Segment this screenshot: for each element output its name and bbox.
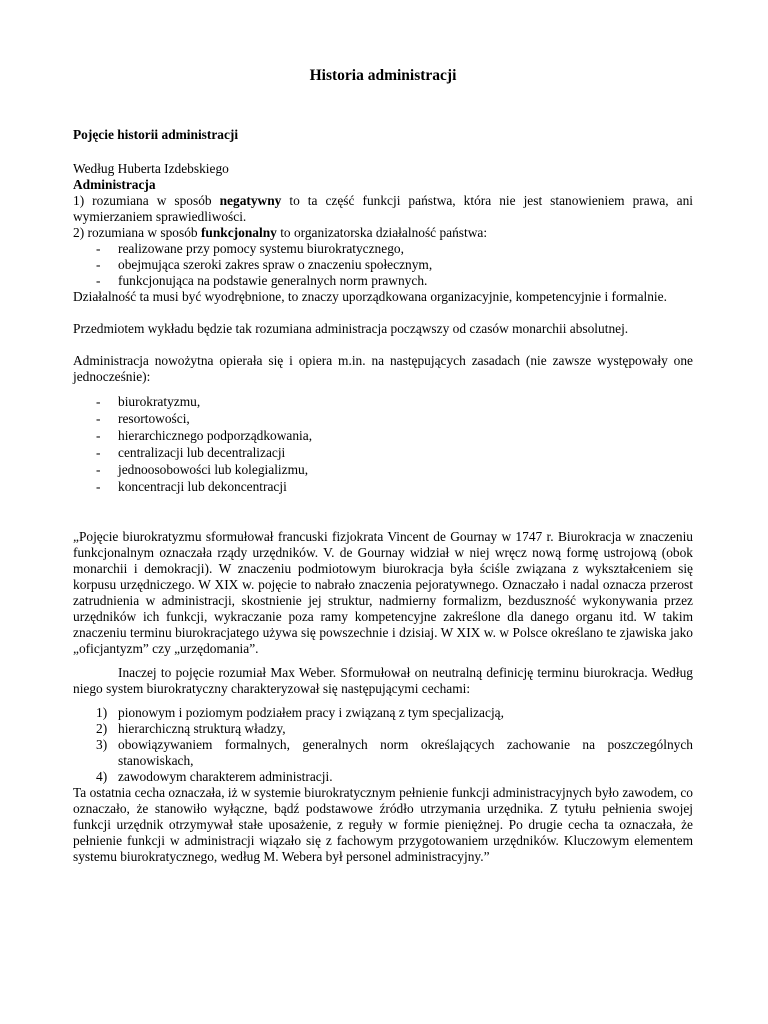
quote-paragraph: „Pojęcie biurokratyzmu sformułował francuski fizjokrata Vincent de Gournay w 1747 r. Biurokracja w znaczeniu funkcjonalnym oznaczała rządy urzędników. V. de Gournay widział w niej wręcz nową formę ustrojową (obok monarchii i demokracji). W znaczeniu podmiotowym biurokracja była ściśle związana z wykształceniem się korpusu urzędniczego. W XIX w. pojęcie to nabrało znaczenia pejoratywnego. Oznaczało i nadal oznacza przerost zatrudnienia w administracji, skostnienie jej struktur, nadmierny formalizm, bezduszność wykonywania przez urzędników ich funkcji, wykraczanie poza ramy kompetencyjne zakreślone dla danego organu itd. W takim znaczeniu terminu biurokracjatego używa się powszechnie i dzisiaj. W XIX w. w Polsce określano te zjawiska jako „oficjantyzm” czy „urzędomania”.: [73, 529, 693, 656]
paragraph-zasady: Administracja nowożytna opierała się i opiera m.in. na następujących zasadach (nie zawsze występowały one jednocześnie):: [73, 353, 693, 384]
paragraph-przedmiot: Przedmiotem wykładu będzie tak rozumiana administracja począwszy od czasów monarchii absolutnej.: [73, 321, 629, 336]
list-item: 3) obowiązywaniem formalnych, generalnych norm określających zachowanie na poszczególnych stanowiskach,: [96, 737, 693, 768]
list-item: - centralizacji lub decentralizacji: [96, 445, 286, 460]
def2-post: to organizatorska działalność państwa:: [276, 225, 488, 240]
definition-negative: [73, 193, 693, 225]
principles-list: [73, 393, 693, 495]
list-item: 2) hierarchiczną strukturą władzy,: [96, 721, 286, 736]
paragraph-dzialalnosc: Działalność ta musi być wyodrębnione, to znaczy uporządkowana organizacyjnie, kompetencyjnie i formalnie.: [73, 289, 667, 304]
def1-post: to ta część funkcji państwa, która nie jest stanowieniem prawa, ani wymierzaniem sprawiedliwości.: [73, 193, 693, 224]
list-item: - resortowości,: [96, 411, 190, 426]
list-item: - realizowane przy pomocy systemu biurokratycznego,: [96, 241, 404, 256]
list-item: - koncentracji lub dekoncentracji: [96, 479, 287, 494]
functional-list: [73, 241, 693, 289]
list-item: 1) pionowym i poziomym podziałem pracy i związaną z tym specjalizacją,: [96, 705, 504, 720]
list-item: - obejmująca szeroki zakres spraw o znaczeniu społecznym,: [96, 257, 433, 272]
list-item: - biurokratyzmu,: [96, 394, 201, 409]
weber-features-list: [73, 705, 693, 785]
author-line: Według Huberta Izdebskiego: [73, 161, 229, 176]
def2-bold: funkcjonalny: [200, 225, 277, 240]
section-heading: Pojęcie historii administracji: [73, 127, 239, 142]
list-item: - funkcjonująca na podstawie generalnych norm prawnych.: [96, 273, 428, 288]
definition-functional: [73, 225, 693, 241]
def1-bold: negatywny: [219, 193, 282, 208]
def2-pre: 2) rozumiana w sposób: [73, 225, 201, 240]
weber-paragraph: Inaczej to pojęcie rozumiał Max Weber. Sformułował on neutralną definicję terminu biurokracja. Według niego system biurokratyczny charakteryzował się następującymi cechami:: [73, 665, 693, 696]
list-item: 4) zawodowym charakterem administracji.: [96, 769, 333, 784]
final-paragraph: Ta ostatnia cecha oznaczała, iż w systemie biurokratycznym pełnienie funkcji administracyjnych było zawodem, co oznaczało, że stanowiło wyłączne, bądź podstawowe źródło utrzymania urzędnika. Z tytułu pełnienia swojej funkcji urzędnik otrzymywał stałe uposażenie, z reguły w formie pieniężnej. Po drugie cecha ta oznaczała, że pełnienie funkcji w administracji wiązało się z fachowym przygotowaniem urzędników. Kluczowym elementem systemu biurokratycznego, według M. Webera był personel administracyjny.”: [73, 785, 693, 864]
list-item: - jednoosobowości lub kolegializmu,: [96, 462, 309, 477]
document-title: Historia administracji: [309, 67, 457, 84]
list-item: - hierarchicznego podporządkowania,: [96, 428, 313, 443]
document-page: [73, 66, 693, 865]
def1-pre: 1) rozumiana w sposób: [73, 193, 220, 208]
subheading-administracja: Administracja: [73, 177, 156, 192]
